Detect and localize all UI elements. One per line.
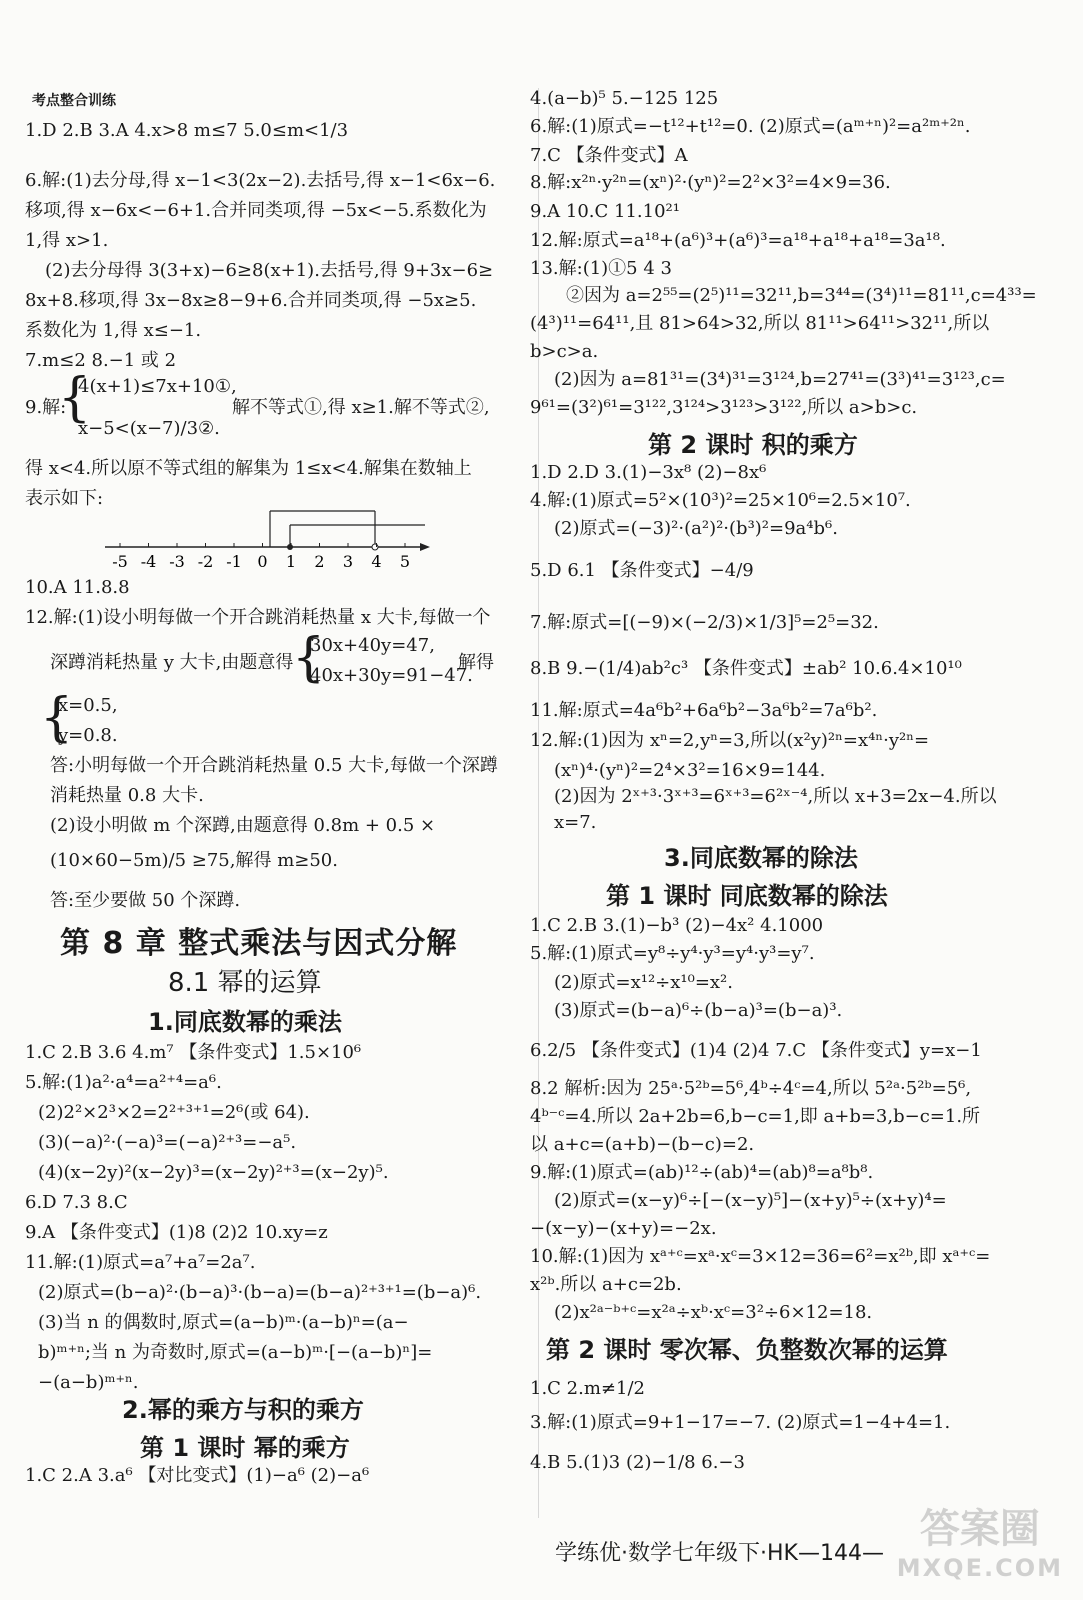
answer-line: 6.2/5 【条件变式】(1)4 (2)4 7.C 【条件变式】y=x−1: [530, 1040, 982, 1061]
lesson-heading: 第 2 课时 积的乘方: [648, 431, 858, 459]
answer-line: 得 x<4.所以原不等式组的解集为 1≤x<4.解集在数轴上: [25, 458, 472, 479]
subsection-heading: 3.同底数幂的除法: [664, 844, 858, 872]
answer-line: 4.解:(1)原式=5²×(10³)²=25×10⁶=2.5×10⁷.: [530, 490, 911, 511]
tick-label: -2: [197, 552, 214, 571]
tick-label: 2: [314, 552, 325, 571]
answer-line: 10.A 11.8.8: [25, 577, 130, 598]
equation: 4(x+1)≤7x+10①,: [78, 376, 237, 397]
answer-line: 7.C 【条件变式】A: [530, 145, 688, 166]
answer-line: 1.D 2.B 3.A 4.x>8 m≤7 5.0≤m<1/3: [25, 120, 349, 141]
answer-line: 13.解:(1)①5 4 3: [530, 258, 672, 279]
answer-line: (4³)¹¹=64¹¹,且 81>64>32,所以 81¹¹>64¹¹>32¹¹,所以: [530, 313, 990, 334]
answer-line: 9.解:: [25, 397, 67, 418]
answer-line: 系数化为 1,得 x≤−1.: [25, 320, 202, 341]
watermark-text: 答案圈: [919, 1506, 1040, 1552]
equation: x−5<(x−7)/3②.: [78, 418, 220, 439]
lesson-heading: 第 1 课时 同底数幂的除法: [606, 882, 888, 910]
answer-line: (2)因为 2ˣ⁺³·3ˣ⁺³=6ˣ⁺³=6²ˣ⁻⁴,所以 x+3=2x−4.所以: [554, 786, 997, 807]
answer-line: x=7.: [554, 812, 597, 833]
answer-line: (3)当 n 的偶数时,原式=(a−b)ᵐ·(a−b)ⁿ=(a−: [38, 1312, 409, 1333]
answer-line: 消耗热量 0.8 大卡.: [50, 785, 204, 806]
answer-line: (xⁿ)⁴·(yⁿ)²=2⁴×3²=16×9=144.: [554, 760, 826, 781]
tick-label: -3: [169, 552, 185, 571]
number-line: [95, 505, 440, 575]
open-dot: [372, 544, 378, 550]
answer-line: 5.解:(1)a²·a⁴=a²⁺⁴=a⁶.: [25, 1072, 222, 1093]
answer-line: 12.解:原式=a¹⁸+(a⁶)³+(a⁶)³=a¹⁸+a¹⁸+a¹⁸=3a¹⁸.: [530, 230, 946, 251]
answer-line: 1.C 2.B 3.(1)−b³ (2)−4x² 4.1000: [530, 915, 824, 936]
system-brace: {: [40, 688, 74, 748]
answer-line: 以 a+c=(a+b)−(b−c)=2.: [530, 1134, 755, 1155]
answer-line: 3.解:(1)原式=9+1−17=−7. (2)原式=1−4+4=1.: [530, 1412, 951, 1433]
answer-line: 9.A 10.C 11.10²¹: [530, 201, 680, 222]
tick-label: 3: [342, 552, 354, 571]
tick-label: 4: [371, 552, 382, 571]
answer-line: 解不等式①,得 x≥1.解不等式②,: [232, 397, 490, 418]
tick-label: 5: [399, 552, 411, 571]
answer-line: 8.2 解析:因为 25ᵃ·5²ᵇ=5⁶,4ᵇ÷4ᶜ=4,所以 5²ᵃ·5²ᵇ=5⁶,: [530, 1078, 972, 1099]
system-brace: {: [58, 368, 92, 428]
answer-line: (3)原式=(b−a)⁶÷(b−a)³=(b−a)³.: [554, 1000, 843, 1021]
watermark-url: MXQE.COM: [896, 1554, 1063, 1582]
answer-line: −(x−y)−(x+y)=−2x.: [530, 1218, 717, 1239]
tick-label: -4: [140, 552, 157, 571]
answer-line: 答:小明每做一个开合跳消耗热量 0.5 大卡,每做一个深蹲: [50, 755, 498, 776]
column-divider: [538, 88, 539, 1518]
answer-line: (3)(−a)²·(−a)³=(−a)²⁺³=−a⁵.: [38, 1132, 297, 1153]
answer-line: (2)原式=(b−a)²·(b−a)³·(b−a)=(b−a)²⁺³⁺¹=(b−a)⁶.: [38, 1282, 482, 1303]
answer-line: −(a−b)ᵐ⁺ⁿ.: [38, 1372, 139, 1393]
answer-line: b>c>a.: [530, 341, 599, 362]
answer-line: 8.解:x²ⁿ·y²ⁿ=(xⁿ)²·(yⁿ)²=2²×3²=4×9=36.: [530, 172, 891, 193]
chapter-title: 第 8 章 整式乘法与因式分解: [60, 926, 458, 961]
answer-line: (10×60−5m)/5 ≥75,解得 m≥50.: [50, 850, 338, 871]
answer-line: 8x+8.移项,得 3x−8x≥8−9+6.合并同类项,得 −5x≥5.: [25, 290, 477, 311]
answer-line: 7.m≤2 8.−1 或 2: [25, 350, 177, 371]
answer-line: 12.解:(1)因为 xⁿ=2,yⁿ=3,所以(x²y)²ⁿ=x⁴ⁿ·y²ⁿ=: [530, 730, 930, 751]
answer-line: 10.解:(1)因为 xᵃ⁺ᶜ=xᵃ·xᶜ=3×12=36=6²=x²ᵇ,即 xᵃ⁺ᶜ=: [530, 1246, 991, 1267]
answer-line: 9.解:(1)原式=(ab)¹²÷(ab)⁴=(ab)⁸=a⁸b⁸.: [530, 1162, 874, 1183]
answer-line: 移项,得 x−6x<−6+1.合并同类项,得 −5x<−5.系数化为: [25, 200, 487, 221]
answer-line: 深蹲消耗热量 y 大卡,由题意得: [50, 652, 294, 673]
equation: x=0.5,: [58, 695, 118, 716]
answer-line: (2)2²×2³×2=2²⁺³⁺¹=2⁶(或 64).: [38, 1102, 310, 1123]
answer-line: 1,得 x>1.: [25, 230, 109, 251]
answer-line: b)ᵐ⁺ⁿ;当 n 为奇数时,原式=(a−b)ᵐ·[−(a−b)ⁿ]=: [38, 1342, 433, 1363]
lesson-heading: 第 2 课时 零次幂、负整数次幂的运算: [546, 1336, 948, 1364]
closed-dot: [287, 544, 293, 550]
answer-line: 6.解:(1)去分母,得 x−1<3(2x−2).去括号,得 x−1<6x−6.: [25, 170, 496, 191]
answer-line: 1.C 2.B 3.6 4.m⁷ 【条件变式】1.5×10⁶: [25, 1042, 362, 1063]
answer-line: (2)原式=(−3)²·(a²)²·(b³)²=9a⁴b⁶.: [554, 518, 838, 539]
answer-line: 解得: [458, 652, 494, 673]
answer-line: 11.解:(1)原式=a⁷+a⁷=2a⁷.: [25, 1252, 256, 1273]
answer-line: 12.解:(1)设小明每做一个开合跳消耗热量 x 大卡,每做一个: [25, 607, 491, 628]
subsection-heading: 1.同底数幂的乘法: [148, 1008, 342, 1036]
tick-label: -1: [226, 552, 242, 571]
page-footer: 学练优·数学七年级下·HK—144—: [555, 1541, 884, 1566]
answer-line: 表示如下:: [25, 488, 104, 509]
subsection-heading: 2.幂的乘方与积的乘方: [122, 1396, 364, 1424]
answer-line: 7.解:原式=[(−9)×(−2/3)×1/3]⁵=2⁵=32.: [530, 612, 879, 633]
answer-line: 9⁶¹=(3²)⁶¹=3¹²²,3¹²⁴>3¹²³>3¹²²,所以 a>b>c.: [530, 397, 918, 418]
arrow-icon: [420, 543, 430, 551]
answer-line: 1.D 2.D 3.(1)−3x⁸ (2)−8x⁶: [530, 462, 767, 483]
section-heading: 8.1 幂的运算: [168, 968, 322, 998]
answer-line: 5.D 6.1 【条件变式】−4/9: [530, 560, 754, 581]
system-brace: {: [292, 628, 326, 688]
answer-line: 答:至少要做 50 个深蹲.: [50, 890, 241, 911]
answer-line: (4)(x−2y)²(x−2y)³=(x−2y)²⁺³=(x−2y)⁵.: [38, 1162, 389, 1183]
lesson-heading: 第 1 课时 幂的乘方: [140, 1434, 350, 1462]
answer-line: 11.解:原式=4a⁶b²+6a⁶b²−3a⁶b²=7a⁶b².: [530, 700, 878, 721]
answer-line: (2)去分母得 3(3+x)−6≥8(x+1).去括号,得 9+3x−6≥: [45, 260, 494, 281]
answer-line: 1.C 2.m≠1/2: [530, 1378, 645, 1399]
answer-line: 6.D 7.3 8.C: [25, 1192, 128, 1213]
watermark-logo: [897, 1497, 1063, 1582]
tick-label: 0: [257, 552, 268, 571]
equation: 40x+30y=91−47.: [310, 665, 473, 686]
answer-line: (2)x²ᵃ⁻ᵇ⁺ᶜ=x²ᵃ÷xᵇ·xᶜ=3²÷6×12=18.: [554, 1302, 873, 1323]
equation: y=0.8.: [58, 725, 118, 746]
answer-line: 5.解:(1)原式=y⁸÷y⁴·y³=y⁴·y³=y⁷.: [530, 943, 815, 964]
answer-line: 4.(a−b)⁵ 5.−125 125: [530, 88, 719, 109]
answer-line: x²ᵇ.所以 a+c=2b.: [530, 1274, 682, 1295]
answer-line: (2)原式=(x−y)⁶÷[−(x−y)⁵]−(x+y)⁵÷(x+y)⁴=: [554, 1190, 947, 1211]
tick-label: 1: [285, 552, 297, 571]
answer-line: (2)设小明做 m 个深蹲,由题意得 0.8m + 0.5 ×: [50, 815, 436, 836]
answer-line: (2)因为 a=81³¹=(3⁴)³¹=3¹²⁴,b=27⁴¹=(3³)⁴¹=3¹²³,c=: [554, 369, 1006, 390]
answer-line: 4ᵇ⁻ᶜ=4.所以 2a+2b=6,b−c=1,即 a+b=3,b−c=1.所: [530, 1106, 981, 1127]
answer-line: ②因为 a=2⁵⁵=(2⁵)¹¹=32¹¹,b=3⁴⁴=(3⁴)¹¹=81¹¹,c=4³³=: [566, 285, 1037, 306]
answer-line: 1.C 2.A 3.a⁶ 【对比变式】(1)−a⁶ (2)−a⁶: [25, 1465, 370, 1486]
answer-line: 8.B 9.−(1/4)ab²c³ 【条件变式】±ab² 10.6.4×10¹⁰: [530, 658, 962, 679]
section-title: 考点整合训练: [32, 93, 116, 109]
equation: 30x+40y=47,: [310, 635, 435, 656]
answer-line: (2)原式=x¹²÷x¹⁰=x².: [554, 972, 733, 993]
answer-line: 9.A 【条件变式】(1)8 (2)2 10.xy=z: [25, 1222, 328, 1243]
answer-line: 6.解:(1)原式=−t¹²+t¹²=0. (2)原式=(aᵐ⁺ⁿ)²=a²ᵐ⁺²ⁿ.: [530, 116, 971, 137]
tick-label: -5: [112, 552, 128, 571]
answer-line: 4.B 5.(1)3 (2)−1/8 6.−3: [530, 1452, 745, 1473]
